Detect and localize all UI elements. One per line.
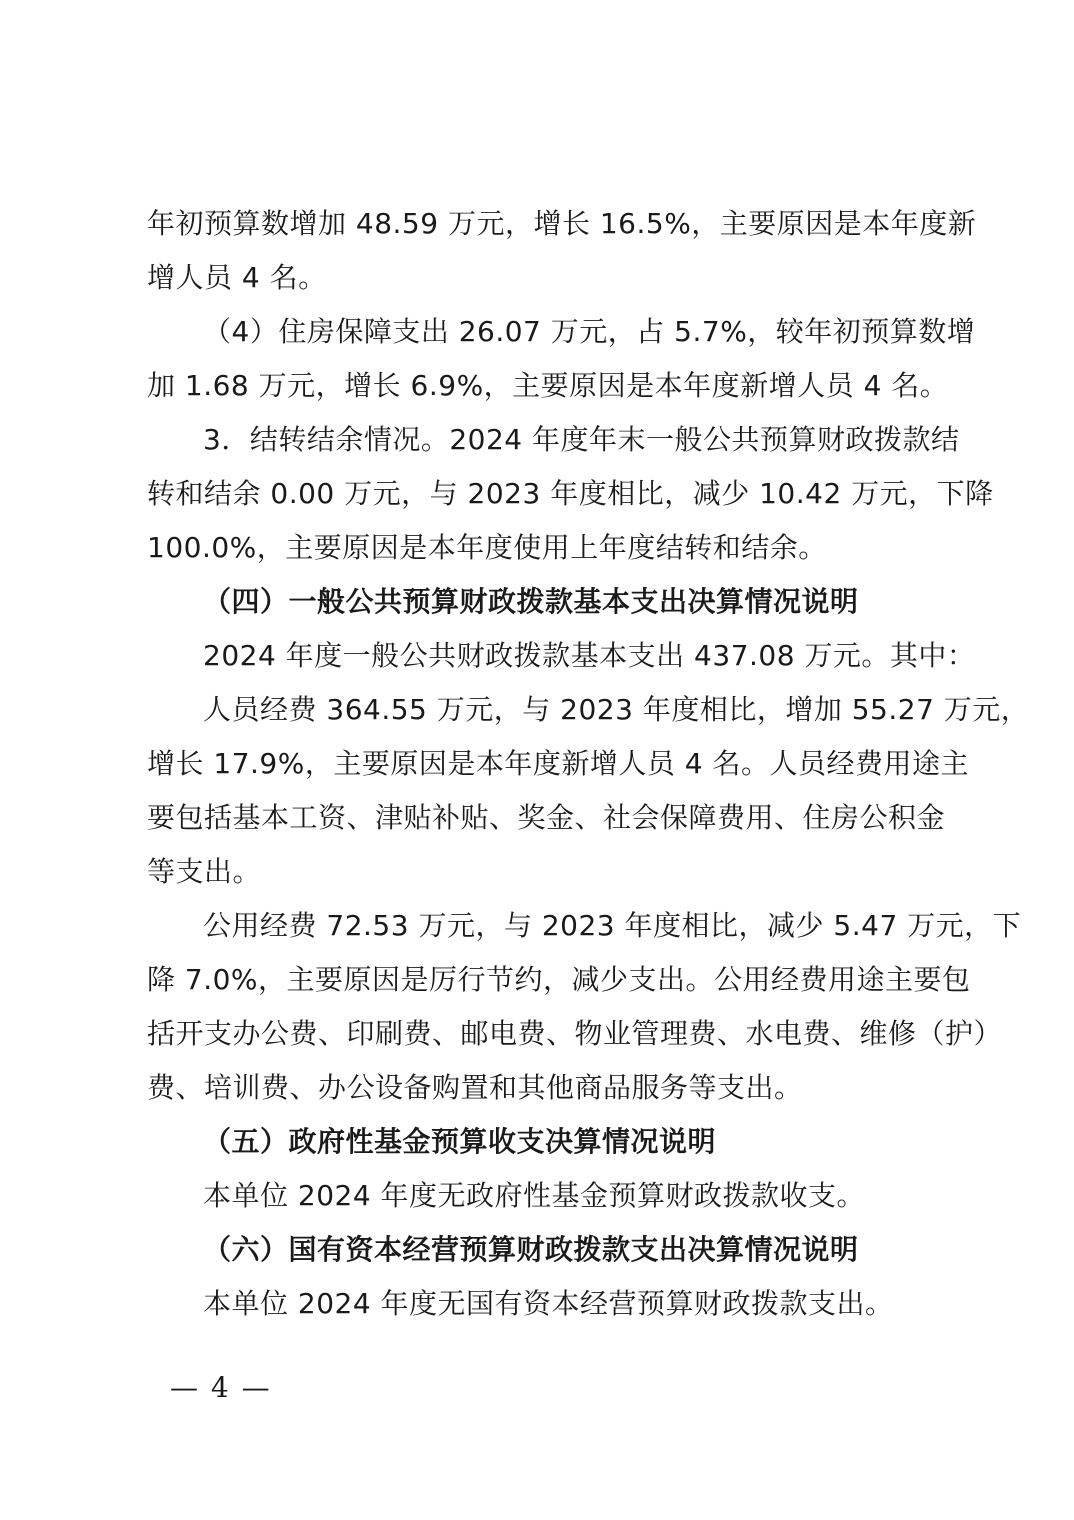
body-line: 2024 年度一般公共财政拨款基本支出 437.08 万元。其中： bbox=[203, 639, 976, 672]
body-line: 增人员 4 名。 bbox=[147, 261, 327, 294]
body-line: 要包括基本工资、津贴补贴、奖金、社会保障费用、住房公积金 bbox=[147, 801, 946, 834]
body-line: 本单位 2024 年度无政府性基金预算财政拨款收支。 bbox=[203, 1179, 866, 1212]
body-line: 年初预算数增加 48.59 万元，增长 16.5%，主要原因是本年度新 bbox=[147, 207, 977, 240]
body-line: 等支出。 bbox=[147, 855, 262, 888]
body-line: 括开支办公费、印刷费、邮电费、物业管理费、水电费、维修（护） bbox=[147, 1017, 1003, 1050]
body-line: 加 1.68 万元，增长 6.9%，主要原因是本年度新增人员 4 名。 bbox=[147, 369, 949, 402]
page-number: — 4 — bbox=[170, 1371, 272, 1404]
body-line: 费、培训费、办公设备购置和其他商品服务等支出。 bbox=[147, 1071, 803, 1104]
body-line: 增长 17.9%，主要原因是本年度新增人员 4 名。人员经费用途主 bbox=[147, 747, 969, 780]
body-line: 降 7.0%，主要原因是厉行节约，减少支出。公用经费用途主要包 bbox=[147, 963, 971, 996]
section-heading: （四）一般公共预算财政拨款基本支出决算情况说明 bbox=[203, 585, 859, 618]
body-line: 3．结转结余情况。2024 年度年末一般公共预算财政拨款结 bbox=[203, 423, 960, 456]
body-line: 转和结余 0.00 万元，与 2023 年度相比，减少 10.42 万元，下降 bbox=[147, 477, 994, 510]
body-line: 人员经费 364.55 万元，与 2023 年度相比，增加 55.27 万元， bbox=[203, 693, 1030, 726]
body-line: 100.0%，主要原因是本年度使用上年度结转和结余。 bbox=[147, 531, 827, 564]
section-heading: （五）政府性基金预算收支决算情况说明 bbox=[203, 1125, 717, 1158]
body-line: （4）住房保障支出 26.07 万元，占 5.7%，较年初预算数增 bbox=[203, 315, 976, 348]
body-line: 公用经费 72.53 万元，与 2023 年度相比，减少 5.47 万元，下 bbox=[203, 909, 1022, 942]
body-line: 本单位 2024 年度无国有资本经营预算财政拨款支出。 bbox=[203, 1287, 894, 1320]
section-heading: （六）国有资本经营预算财政拨款支出决算情况说明 bbox=[203, 1233, 859, 1266]
